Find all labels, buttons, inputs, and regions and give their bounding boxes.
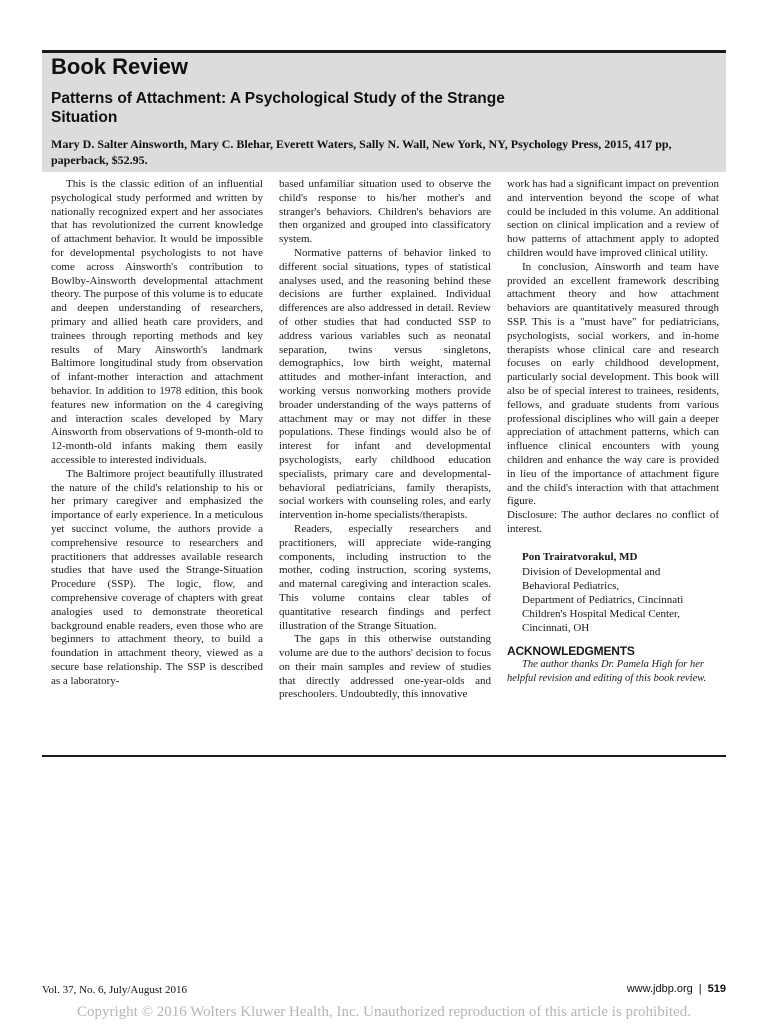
column-3 <box>507 178 719 686</box>
affiliation-line: Department of Pediatrics, Cincinnati <box>522 593 684 606</box>
affiliation-line: Cincinnati, OH <box>522 621 590 634</box>
body-paragraph-continued: work has had a significant impact on prevention and intervention beyond the scope of what could be included in this volume. An additional section on clinical implication and a review of how patterns of attachment apply to adopted children would have improved clinical utility. <box>507 178 719 259</box>
journal-info: Vol. 37, No. 6, July/August 2016 <box>42 984 187 996</box>
body-paragraph-continued: based unfamiliar situation used to observe the child's response to his/her mother's and stranger's behaviors. Children's behaviors are then organized and grouped into classificatory system. <box>279 178 491 246</box>
column-1 <box>51 178 263 688</box>
footer-right <box>627 983 726 995</box>
body-paragraph: Readers, especially researchers and practitioners, will appreciate wide-ranging components, including instruction to the mother, coding instruction, scoring systems, and maternal caregiving and interaction scales. This volume contains clear tables of quantitative research findings and perfect illustration of the Strange Situation. <box>279 522 491 632</box>
affiliation-line: Children's Hospital Medical Center, <box>522 607 680 620</box>
body-paragraph: The gaps in this otherwise outstanding volume are due to the authors' decision to focus on their main samples and review of studies that directly addressed one-year-olds and preschoolers. Undoubtedly, this innovative <box>279 633 491 701</box>
body-paragraph: Normative patterns of behavior linked to different social situations, types of statistical analyses used, and the reasoning behind these decisions are further explained. Individual differences are also addressed in detail. Review of other studies that had conducted SSP to address various variables such as neonatal separation, twins versus singletons, demographics, low birth weight, maternal attitudes and mother-infant interaction, and working versus nonworking mothers provide broader understanding of the ways patterns of attachment may or may not differ in these populations. These findings would also be of interest for infant and developmental psychologists, early childhood education specialists, primary care and developmental-behavioral pediatricians, family therapists, social workers with counseling roles, and early intervention in-home specialists/therapists. <box>279 246 491 522</box>
affiliation-line: Behavioral Pediatrics, <box>522 579 620 592</box>
body-paragraph: The Baltimore project beautifully illustrated the nature of the child's relationship to his or her primary caregiver and emphasized the importance of early experience. In a meticulous yet succinct volume, the authors provide a comprehensive resource to researchers and practitioners that addresses available research studies that have used the Strange-Situation Procedure (SSP). The logic, flow, and comprehensive coverage of chapters with great analogies used to demonstrate theoretical background enable readers, even those who are beginners to attachment theory, to build a foundation in attachment theory, viewed as a secure base relationship. The SSP is described as a laboratory- <box>51 467 263 687</box>
author-name: Pon Trairatvorakul, MD <box>522 550 638 563</box>
bottom-rule <box>42 755 726 757</box>
author-block <box>507 551 719 635</box>
acknowledgments-heading: ACKNOWLEDGMENTS <box>507 643 635 658</box>
book-citation: Mary D. Salter Ainsworth, Mary C. Blehar, Everett Waters, Sally N. Wall, New York, NY, Psychology Press, 2015, 417 pp, paperback, $52.95. <box>51 137 672 167</box>
section-label: Book Review <box>51 54 188 79</box>
disclosure: Disclosure: The author declares no conflict of interest. <box>507 509 719 535</box>
article-title: Patterns of Attachment: A Psychological Study of the Strange Situation <box>51 90 505 126</box>
acknowledgments-text: The author thanks Dr. Pamela High for her helpful revision and editing of this book review. <box>507 659 707 685</box>
page-number: 519 <box>707 983 726 995</box>
footer-separator: | <box>698 983 702 995</box>
website-link[interactable]: www.jdbp.org <box>626 983 693 995</box>
copyright-notice: Copyright © 2016 Wolters Kluwer Health, Inc. Unauthorized reproduction of this article is prohibited. <box>77 1004 691 1020</box>
affiliation-line: Division of Developmental and <box>522 565 661 578</box>
body-paragraph: This is the classic edition of an influential psychological study performed and written by nationally recognized expert and her associates that has revolutionized the current knowledge of attachment behavior. It would be impossible for developmental psychologists to not have come across Ainsworth's contribution to Bowlby-Ainsworth developmental attachment theory. The purpose of this volume is to educate and deepen understanding of researchers, primary and allied heath care providers, and trainees through reporting methods and key results of Mary Ainsworth's landmark Baltimore longitudinal study from observation of infant-mother interaction and attachment behavior. In addition to 1978 edition, this book features new information on the 4 caregiving and interaction scales developed by Mary Ainsworth from observations of 9-month-old to 12-month-old infants making them easily accessible to interested individuals. <box>51 178 263 466</box>
column-2 <box>279 178 491 702</box>
body-paragraph: In conclusion, Ainsworth and team have provided an excellent framework describing attachment theory and how attachment behaviors are quantitatively measured through SSP. This is a "must have" for pediatricians, psychologists, social workers, and in-home therapists whose clinical care and research focuses on early childhood development, particularly social development. This book will also be of special interest to trainees, residents, fellows, and graduate students from various professional disciplines who will gain a deeper appreciation of attachment patterns, which can influence clinical encounters with young children and enhance the way care is provided in lieu of the importance of attachment figure and the child's interaction with that attachment figure. <box>507 260 719 508</box>
